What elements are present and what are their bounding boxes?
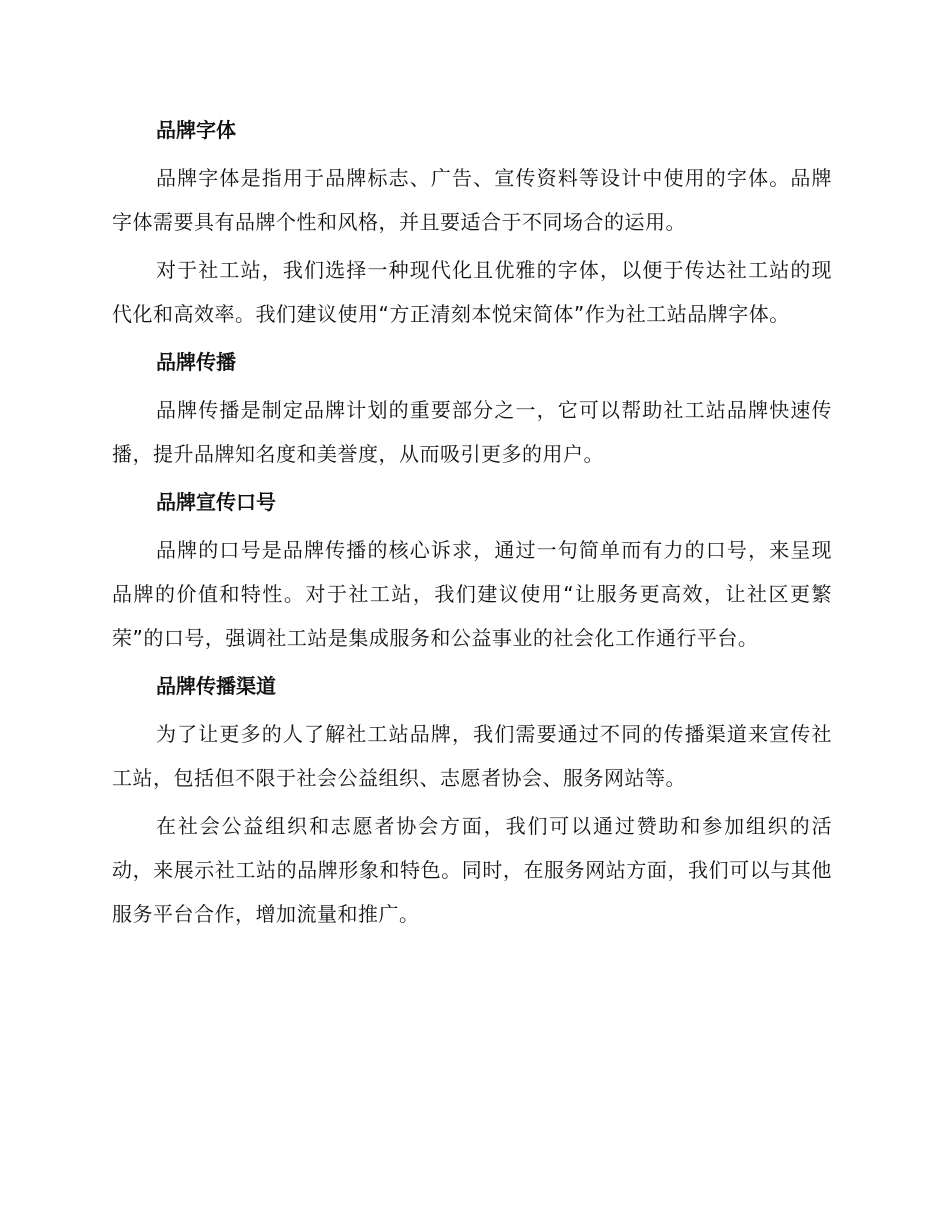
section-heading-brand-font: 品牌字体 <box>156 118 236 142</box>
paragraph-channels-overview: 为了让更多的人了解社工站品牌，我们需要通过不同的传播渠道来宣传社工站，包括但不限于社会公益组织、志愿者协会、服务网站等。 <box>112 722 832 790</box>
section-heading-brand-slogan: 品牌宣传口号 <box>156 490 276 514</box>
section-heading-communication-channels: 品牌传播渠道 <box>156 674 276 698</box>
paragraph-brand-communication: 品牌传播是制定品牌计划的重要部分之一，它可以帮助社工站品牌快速传播，提升品牌知名度和美誉度，从而吸引更多的用户。 <box>112 398 832 466</box>
paragraph-brand-slogan: 品牌的口号是品牌传播的核心诉求，通过一句简单而有力的口号，来呈现品牌的价值和特性。对于社工站，我们建议使用“让服务更高效，让社区更繁荣”的口号，强调社工站是集成服务和公益事业的社会化工作通行平台。 <box>112 538 832 650</box>
document-page <box>112 108 832 940</box>
paragraph-brand-font-choice: 对于社工站，我们选择一种现代化且优雅的字体，以便于传达社工站的现代化和高效率。我们建议使用“方正清刻本悦宋简体”作为社工站品牌字体。 <box>112 258 832 326</box>
paragraph-brand-font-definition: 品牌字体是指用于品牌标志、广告、宣传资料等设计中使用的字体。品牌字体需要具有品牌个性和风格，并且要适合于不同场合的运用。 <box>112 166 832 234</box>
paragraph-channels-details: 在社会公益组织和志愿者协会方面，我们可以通过赞助和参加组织的活动，来展示社工站的品牌形象和特色。同时，在服务网站方面，我们可以与其他服务平台合作，增加流量和推广。 <box>112 814 832 926</box>
section-heading-brand-communication: 品牌传播 <box>156 350 236 374</box>
